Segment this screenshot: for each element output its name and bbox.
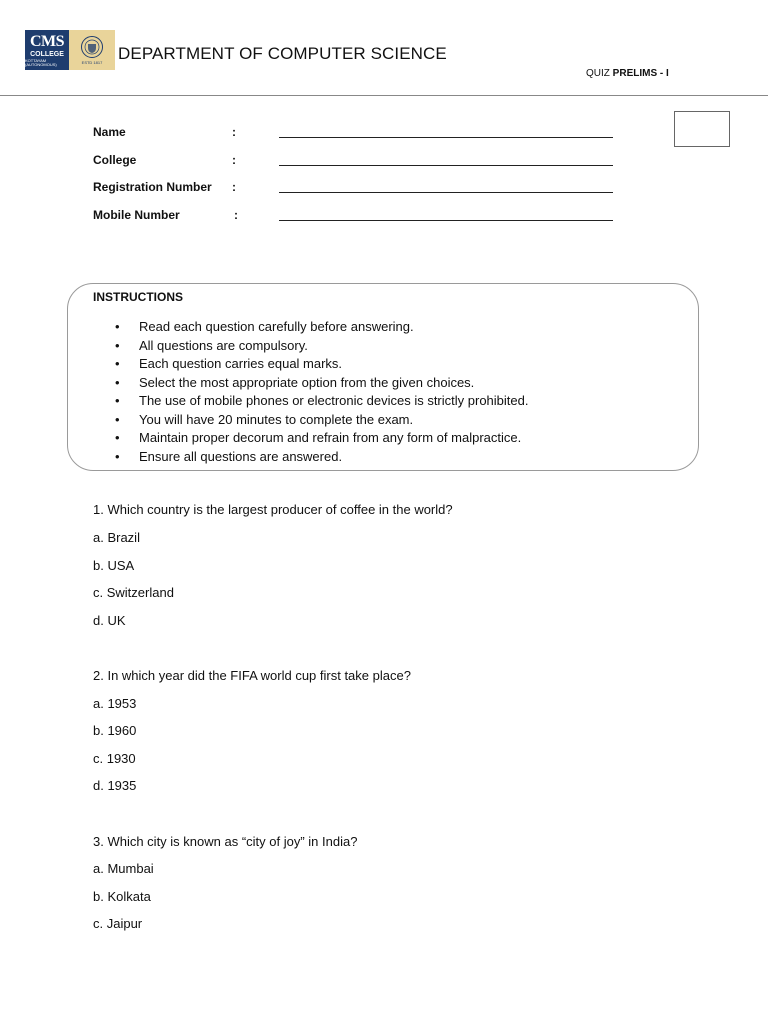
instruction-text: All questions are compulsory. [139,337,308,353]
bullet-icon: • [115,411,120,427]
instruction-item [115,411,528,430]
question-3-option-b[interactable]: b. Kolkata [93,889,151,904]
question-3-option-a[interactable]: a. Mumbai [93,861,154,876]
bullet-icon: • [115,393,120,408]
question-1: 1. Which country is the largest producer of coffee in the world? [93,502,453,517]
logo-cms-text: CMS [29,32,65,50]
instructions-list [115,318,528,466]
instruction-text: The use of mobile phones or electronic devices is strictly prohibited. [139,393,529,408]
field-colon: : [232,153,236,167]
instruction-item [115,318,528,337]
mobile-number-field [93,208,623,224]
header-divider [0,95,768,96]
question-2-option-b[interactable]: b. 1960 [93,723,137,738]
instruction-text: Each question carries equal marks. [139,356,343,371]
field-label: Name [93,125,126,139]
question-2-option-d[interactable]: d. 1935 [93,778,137,793]
question-1-option-a[interactable]: a. Brazil [93,530,140,545]
instruction-text: Read each question carefully before answering. [139,319,414,334]
question-2-option-a[interactable]: a. 1953 [93,696,137,711]
instructions-title: INSTRUCTIONS [93,290,183,304]
crest-icon [80,35,104,59]
question-2-option-c[interactable]: c. 1930 [93,751,136,766]
instruction-item [115,448,528,467]
field-label: Mobile Number [93,208,180,222]
field-colon: : [232,125,236,139]
registration-number-input-line[interactable] [279,192,613,193]
instruction-item [115,337,528,356]
bullet-icon: • [115,448,120,464]
department-title: DEPARTMENT OF COMPUTER SCIENCE [118,44,447,63]
field-colon: : [234,208,238,222]
bullet-icon: • [115,337,120,353]
field-label: College [93,153,137,167]
instruction-item [115,355,528,374]
logo-crest [69,30,115,70]
question-3-option-c[interactable]: c. Jaipur [93,916,143,931]
bullet-icon: • [115,356,120,371]
field-colon: : [232,180,236,194]
code-box[interactable] [674,111,730,147]
logo-wordmark [25,30,69,70]
college-input-line[interactable] [279,165,613,166]
bullet-icon: • [115,319,120,334]
instruction-item [115,392,528,411]
bullet-icon: • [115,430,120,445]
field-label: Registration Number [93,180,212,194]
quiz-label [586,68,669,79]
question-1-option-b[interactable]: b. USA [93,558,135,573]
logo-place-text: KOTTAYAM (AUTONOMOUS) [25,57,57,67]
instruction-text: Maintain proper decorum and refrain from any form of malpractice. [139,430,522,445]
question-2: 2. In which year did the FIFA world cup first take place? [93,668,411,683]
instruction-text: You will have 20 minutes to complete the exam. [139,411,414,427]
question-3: 3. Which city is known as “city of joy” in India? [93,834,358,849]
name-input-line[interactable] [279,137,613,138]
instruction-text: Select the most appropriate option from the given choices. [139,374,475,390]
instruction-text: Ensure all questions are answered. [139,448,343,464]
registration-number-field [93,180,623,196]
quiz-prefix: QUIZ [586,68,610,79]
logo-college-text: COLLEGE [30,50,64,58]
quiz-name: PRELIMS - I [612,68,669,79]
name-field [93,125,623,141]
college-field [93,153,623,169]
college-logo [25,30,115,70]
instruction-item [115,429,528,448]
bullet-icon: • [115,374,120,390]
logo-year-text: ESTD 1817 [81,60,103,65]
instruction-item [115,374,528,393]
question-1-option-c[interactable]: c. Switzerland [93,585,174,600]
mobile-number-input-line[interactable] [279,220,613,221]
question-1-option-d[interactable]: d. UK [93,613,126,628]
